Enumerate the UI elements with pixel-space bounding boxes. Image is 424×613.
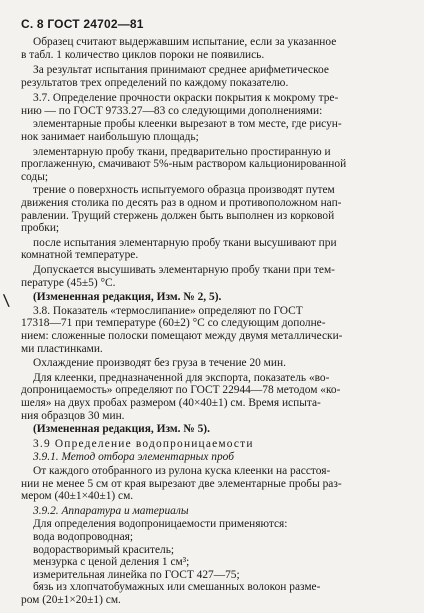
section-heading: 3.9 Определение водопроницаемости	[33, 437, 254, 450]
text-line: нок занимает наибольшую площадь;	[21, 131, 199, 144]
text-line: Допускается высушивать элементарную пробу ткани при тем-	[33, 264, 335, 277]
text-line: Охлаждение производят без груза в течение 20 мин.	[33, 357, 286, 370]
text-line: соды;	[21, 170, 49, 183]
text-line: 17318—71 при температуре (60±2) °С со следующим дополне-	[21, 317, 326, 330]
text-line: движения столика по десять раз в одном и противоположном нап-	[21, 197, 342, 210]
text-line: после испытания элементарную пробу ткани высушивают при	[33, 236, 337, 249]
text-line: Для клеенки, предназначенной для экспорта, показатель «во-	[33, 371, 330, 384]
text-line: мером (40±1×40±1) см.	[21, 490, 134, 503]
amendment-note: (Измененная редакция, Изм. № 5).	[33, 423, 210, 436]
text-line: вода водопроводная;	[33, 530, 134, 543]
margin-mark: \	[2, 290, 11, 312]
text-line: в табл. 1 количество циклов пороки не появились.	[21, 48, 265, 61]
text-line: нию — по ГОСТ 9733.27—83 со следующими дополнениями:	[21, 104, 323, 117]
text-line: равлении. Трущий стержень должен быть выполнен из корковой	[21, 209, 335, 222]
text-line: элементарные пробы клеенки вырезают в том месте, где рисун-	[33, 118, 342, 131]
text-line: 3.8. Показатель «термослипание» определяют по ГОСТ	[33, 304, 303, 317]
text-line: трение о поверхность испытуемого образца производят путем	[33, 184, 335, 197]
text-line: комнатной температуре.	[21, 249, 139, 262]
text-line: ния образцов 30 мин.	[21, 409, 125, 422]
text-line: мензурка с ценой деления 1 см³;	[33, 556, 190, 569]
text-line: измерительная линейка по ГОСТ 427—75;	[33, 568, 240, 581]
text-line: пробки;	[21, 222, 60, 235]
text-line: От каждого отобранного из рулона куска клеенки на расстоя-	[33, 464, 331, 477]
text-line: пературе (45±5) °С.	[21, 276, 116, 289]
amendment-note: (Измененная редакция, Изм. № 2, 5).	[33, 291, 222, 304]
text-line: ром (20±1×20±1) см.	[21, 594, 121, 606]
text-line: Образец считают выдержавшим испытание, если за указанное	[33, 36, 337, 48]
text-line: результатов трех определений по каждому показателю.	[21, 76, 289, 89]
text-line: За результат испытания принимают среднее арифметическое	[33, 64, 329, 77]
text-line: шеля» на двух пробах размером (40×40±1) см. Время испыта-	[21, 397, 321, 409]
text-line: ми пластинками.	[21, 342, 103, 355]
subsection-heading: 3.9.1. Метод отбора элементарных проб	[33, 451, 234, 464]
subsection-heading: 3.9.2. Аппаратура и материалы	[33, 504, 189, 517]
text-line: 3.7. Определение прочности окраски покрытия к мокрому тре-	[33, 92, 339, 105]
page-header: С. 8 ГОСТ 24702—81	[21, 17, 144, 31]
text-line: проглаженную, смачивают 5%-ным раствором кальционированной	[21, 158, 347, 171]
text-line: допроницаемость» определяют по ГОСТ 22944—78 методом «ко-	[21, 384, 341, 397]
text-line: нии не менее 5 см от края вырезают две элементарные пробы раз-	[21, 477, 342, 490]
text-line: нием: сложенные полоски помещают между двумя металлически-	[21, 330, 343, 343]
text-line: Для определения водопроницаемости применяются:	[33, 518, 288, 531]
text-line: водорастворимый краситель;	[33, 543, 175, 556]
text-line: элементарную пробу ткани, предварительно простиранную и	[33, 145, 331, 158]
text-line: бязь из хлопчатобумажных или смешанных волокон разме-	[33, 581, 321, 594]
